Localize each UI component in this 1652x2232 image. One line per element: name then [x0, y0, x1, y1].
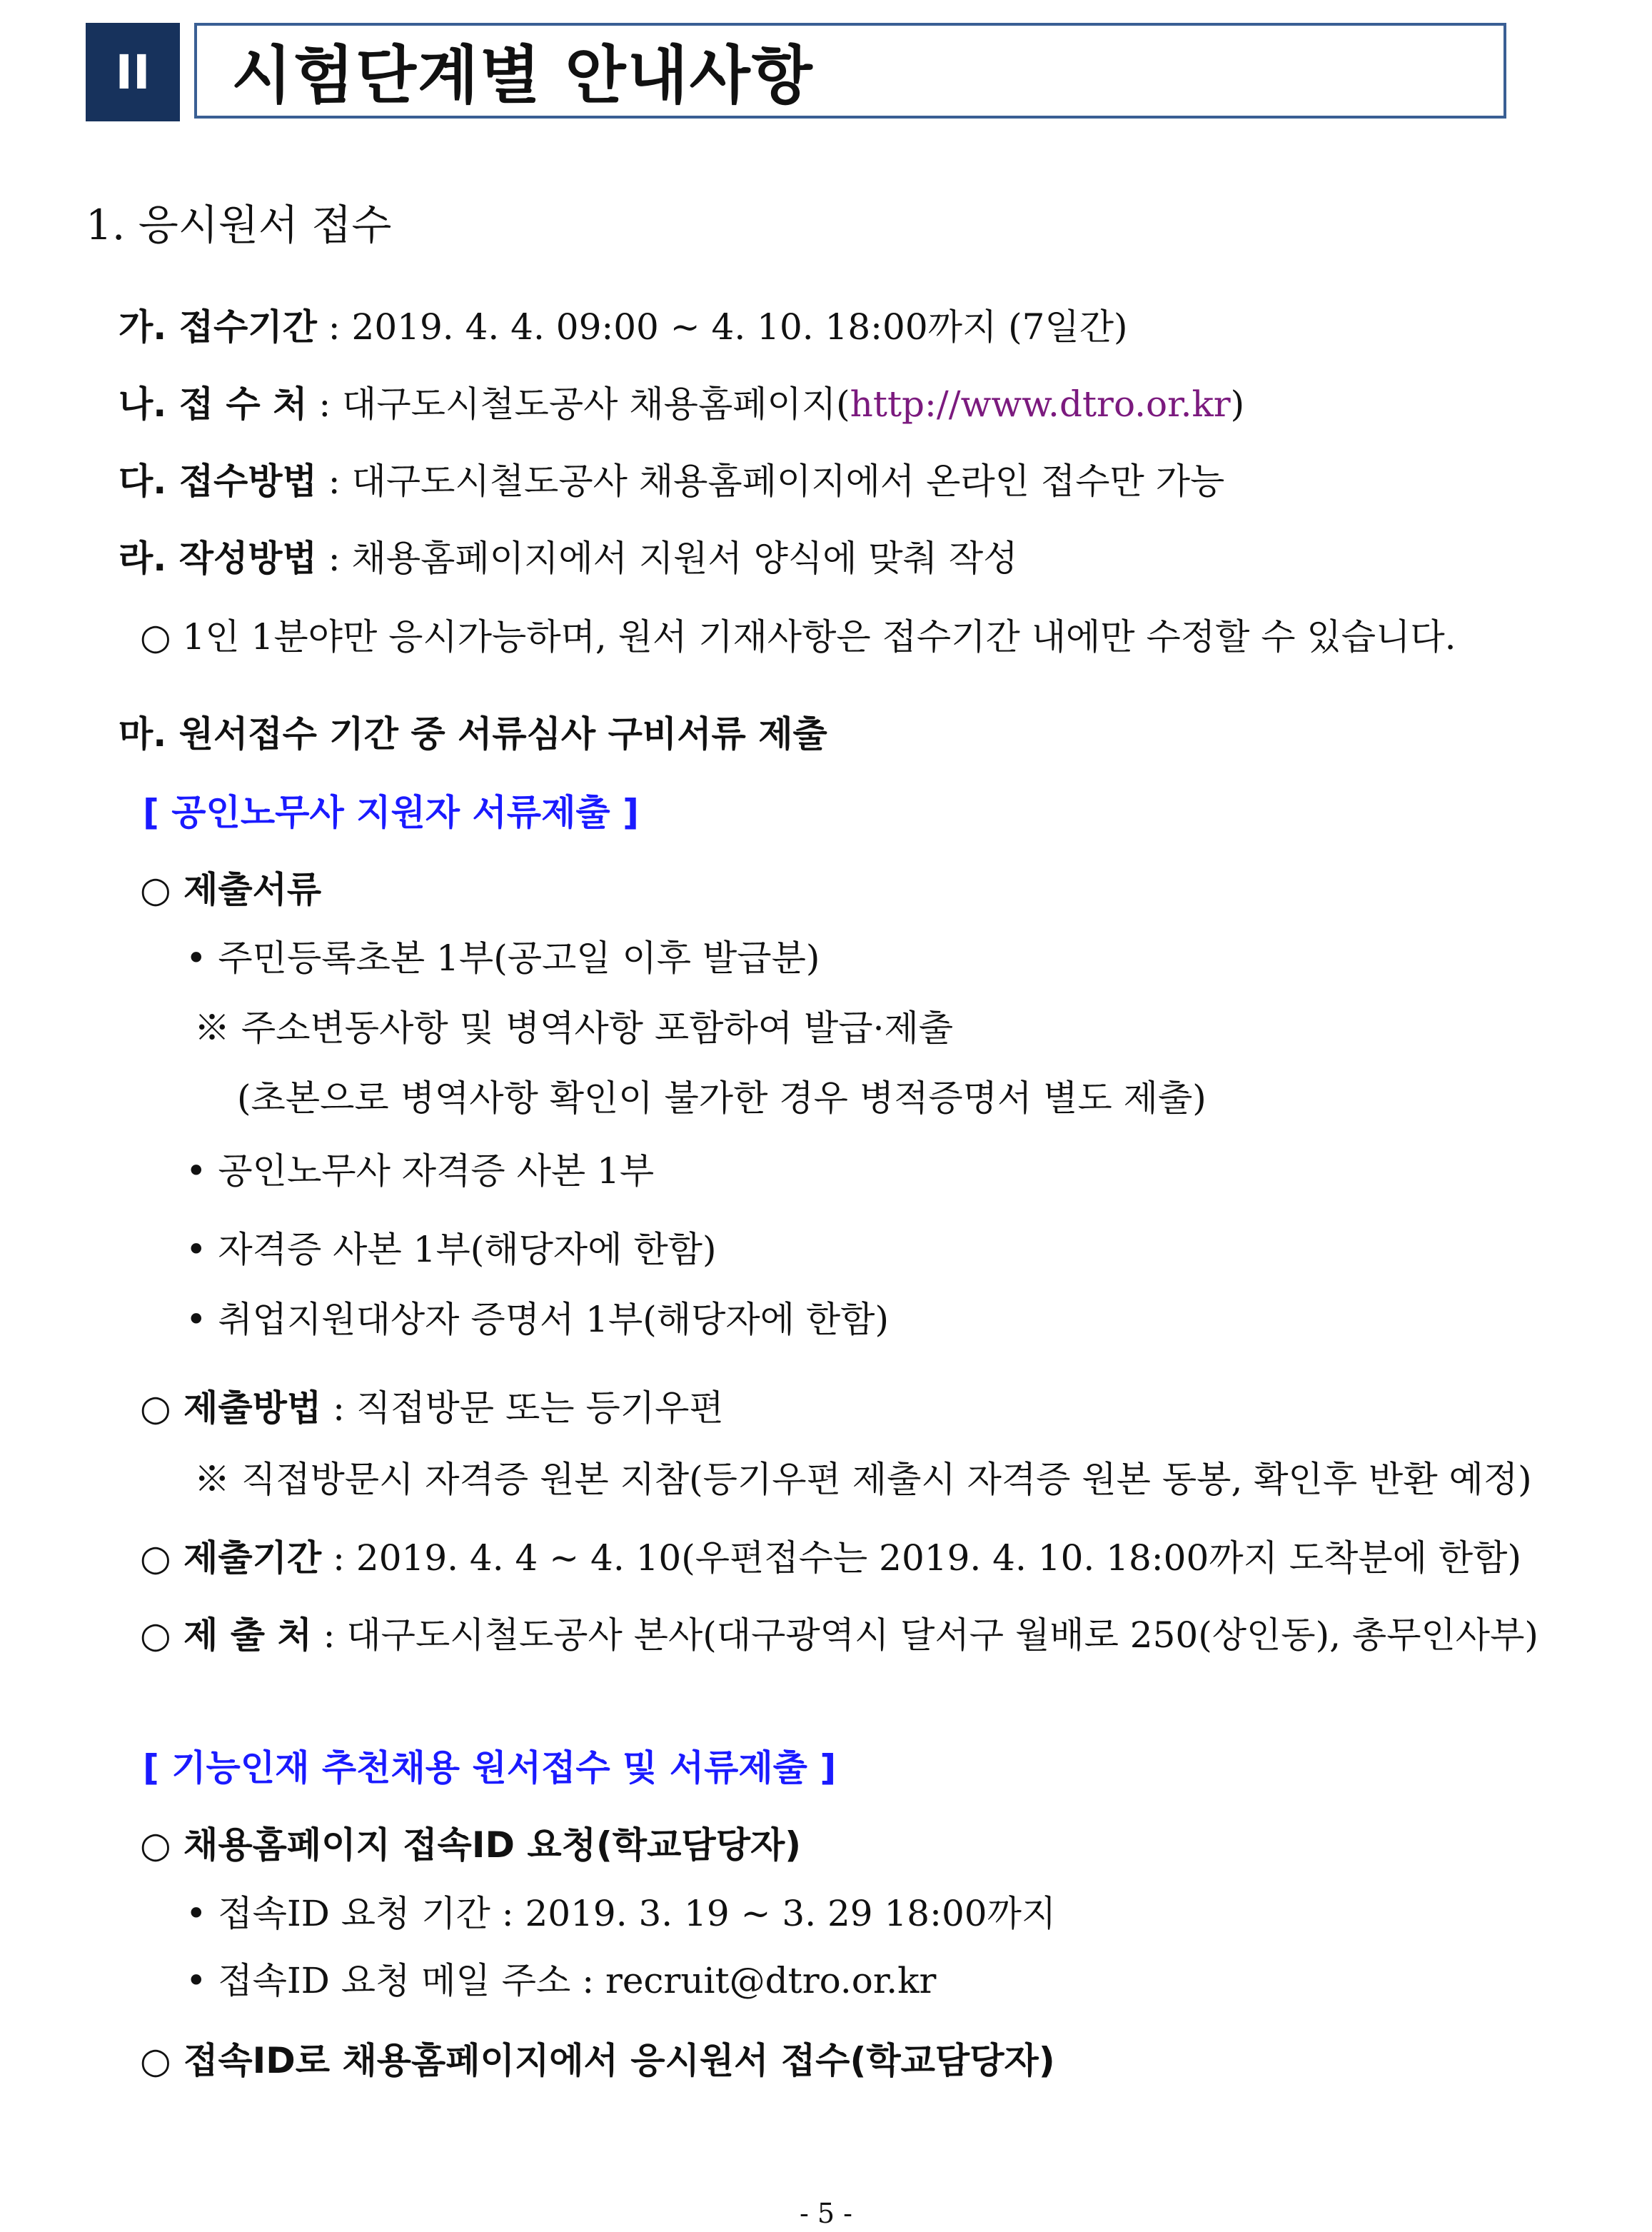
group1-method [140, 1379, 724, 1431]
item-write [119, 530, 1018, 581]
group1-period-label: ○ 제출기간 [140, 1537, 322, 1579]
section-title: 시험단계별 안내사항 [231, 39, 814, 112]
item-place-label: 나. 접 수 처 [119, 383, 308, 425]
group2-id-request: ○ 채용홈페이지 접속ID 요청(학교담당자) [140, 1824, 802, 1866]
item-method [119, 453, 1224, 504]
section-number-box [86, 23, 180, 121]
item-write-text: : 채용홈페이지에서 지원서 양식에 맞춰 작성 [316, 538, 1018, 579]
list-item: • 접속ID 요청 메일 주소 : recruit@dtro.or.kr [186, 1960, 937, 2001]
page-number: - 5 - [799, 2198, 852, 2229]
homepage-link[interactable]: http://www.dtro.or.kr [850, 383, 1231, 425]
group1-period [140, 1529, 1521, 1581]
heading-application: 1. 응시원서 접수 [86, 201, 392, 249]
group2-title: [ 기능인재 추천채용 원서접수 및 서류제출 ] [143, 1747, 837, 1789]
group1-method-text: : 직접방문 또는 등기우편 [321, 1387, 724, 1429]
group1-place-label: ○ 제 출 처 [140, 1614, 312, 1656]
item-period-text: : 2019. 4. 4. 09:00 ~ 4. 10. 18:00까지 (7일간) [316, 306, 1128, 348]
section-title-box [194, 23, 1506, 119]
list-item: • 공인노무사 자격증 사본 1부 [186, 1150, 655, 1192]
group1-title: [ 공인노무사 지원자 서류제출 ] [143, 792, 639, 833]
group1-place [140, 1607, 1538, 1658]
sub-note-1: ※ 주소변동사항 및 병역사항 포함하여 발급·제출 [194, 1007, 954, 1049]
sub-note-2: (초본으로 병역사항 확인이 불가한 경우 병적증명서 별도 제출) [237, 1077, 1207, 1119]
item-method-label: 다. 접수방법 [119, 461, 317, 502]
section-number: II [115, 44, 151, 100]
item-method-text: : 대구도시철도공사 채용홈페이지에서 온라인 접수만 가능 [316, 461, 1225, 502]
group2-apply: ○ 접속ID로 채용홈페이지에서 응시원서 접수(학교담당자) [140, 2040, 1055, 2081]
item-documents-heading: 마. 원서접수 기간 중 서류심사 구비서류 제출 [119, 713, 827, 755]
list-item: • 취업지원대상자 증명서 1부(해당자에 한함) [186, 1299, 889, 1340]
group1-docs-label: ○ 제출서류 [140, 869, 322, 910]
list-item: • 접속ID 요청 기간 : 2019. 3. 19 ~ 3. 29 18:00까지 [186, 1893, 1057, 1934]
item-place-close: ) [1230, 383, 1245, 425]
group1-method-note: ※ 직접방문시 자격증 원본 지참(등기우편 제출시 자격증 원본 동봉, 확인후 반환 예정) [194, 1459, 1532, 1500]
item-period-label: 가. 접수기간 [119, 306, 317, 348]
group1-place-text: : 대구도시철도공사 본사(대구광역시 달서구 월배로 250(상인동), 총무인사부) [311, 1614, 1538, 1656]
item-place-text: : 대구도시철도공사 채용홈페이지( [307, 383, 850, 425]
item-place [119, 376, 1244, 427]
list-item: • 주민등록초본 1부(공고일 이후 발급분) [186, 937, 820, 979]
item-period [119, 298, 1128, 350]
group1-method-label: ○ 제출방법 [140, 1387, 322, 1429]
note-one-field: ○ 1인 1분야만 응시가능하며, 원서 기재사항은 접수기간 내에만 수정할 수 있습니다. [140, 616, 1456, 658]
group1-period-text: : 2019. 4. 4 ~ 4. 10(우편접수는 2019. 4. 10. 18:00까지 도착분에 한함) [321, 1537, 1521, 1579]
item-write-label: 라. 작성방법 [119, 538, 317, 579]
list-item: • 자격증 사본 1부(해당자에 한함) [186, 1229, 717, 1270]
